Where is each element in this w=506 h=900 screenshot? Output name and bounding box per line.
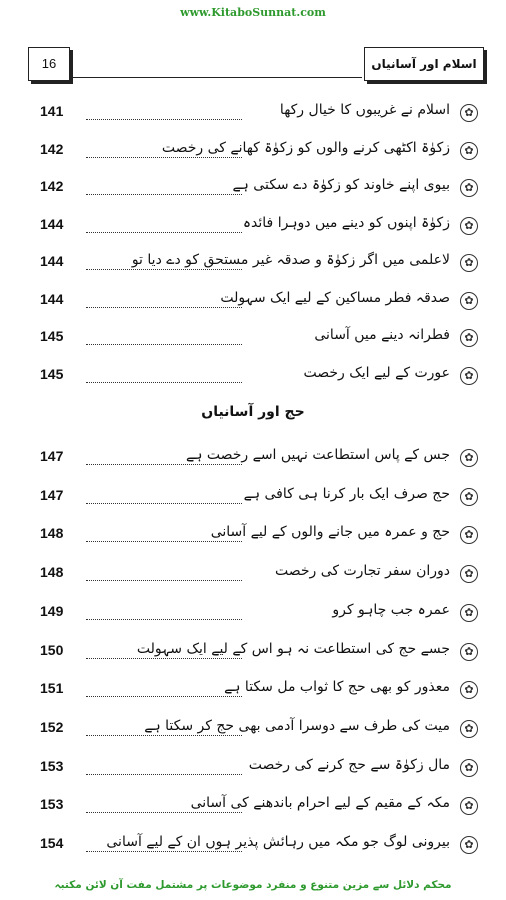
header-rule <box>72 77 362 78</box>
toc-entry <box>40 323 478 353</box>
toc-entry <box>40 173 478 203</box>
toc-entry-title: جسے حج کی استطاعت نہ ہو اس کے لیے ایک سہولت <box>136 640 450 657</box>
dot-leader <box>86 619 242 620</box>
dot-leader <box>86 232 242 233</box>
dot-leader <box>86 541 242 542</box>
toc-entry <box>40 98 478 128</box>
flower-bullet-icon: ✿ <box>460 797 478 815</box>
dot-leader <box>86 580 242 581</box>
toc-entry <box>40 286 478 316</box>
dot-leader <box>86 344 242 345</box>
toc-entry-title: لاعلمی میں اگر زکوٰۃ و صدقہ غیر مستحق کو دے دیا تو <box>131 252 450 268</box>
site-url[interactable]: www.KitaboSunnat.com <box>180 6 326 19</box>
toc-entry-page: 147 <box>40 448 64 464</box>
flower-bullet-icon: ✿ <box>460 681 478 699</box>
flower-bullet-icon: ✿ <box>460 254 478 272</box>
toc-entry-title: میت کی طرف سے دوسرا آدمی بھی حج کر سکتا ہے <box>144 717 450 734</box>
toc-entry <box>40 211 478 241</box>
toc-entry-page: 153 <box>40 796 64 813</box>
toc-entry-page: 152 <box>40 718 64 735</box>
flower-bullet-icon: ✿ <box>460 449 478 467</box>
dot-leader <box>86 503 242 504</box>
toc-entry-page: 151 <box>40 680 64 697</box>
toc-entry-title: حج و عمرہ میں جانے والوں کے لیے آسانی <box>210 524 450 541</box>
toc-entry-title: اسلام نے غریبوں کا خیال رکھا <box>279 102 450 118</box>
flower-bullet-icon: ✿ <box>460 526 478 544</box>
flower-bullet-icon: ✿ <box>460 720 478 738</box>
flower-bullet-icon: ✿ <box>460 217 478 235</box>
toc-entry-title: مال زکوٰۃ سے حج کرنے کی رخصت <box>248 756 450 773</box>
toc-entry <box>40 637 478 667</box>
flower-bullet-icon: ✿ <box>460 104 478 122</box>
flower-bullet-icon: ✿ <box>460 565 478 583</box>
dot-leader <box>86 307 242 308</box>
toc-entry-page: 150 <box>40 641 64 658</box>
flower-bullet-icon: ✿ <box>460 292 478 310</box>
flower-bullet-icon: ✿ <box>460 329 478 347</box>
toc-entry <box>40 520 478 550</box>
toc-entry-page: 145 <box>40 328 64 344</box>
toc-entry-title: فطرانہ دینے میں آسانی <box>314 327 450 343</box>
toc-entry-page: 148 <box>40 525 64 542</box>
toc-entry-title: مکہ کے مقیم کے لیے احرام باندھنے کی آسانی <box>190 795 450 812</box>
toc-entry-title: صدقہ فطر مساکین کے لیے ایک سہولت <box>220 289 450 306</box>
section-title: حج اور آسانیاں <box>201 404 305 420</box>
footer-tagline: محکم دلائل سے مزین متنوع و منفرد موضوعات پر مشتمل مفت آن لائن مکتبہ <box>54 879 452 891</box>
flower-bullet-icon: ✿ <box>460 367 478 385</box>
toc-entry <box>40 559 478 589</box>
toc-entry-title: زکوٰۃ اپنوں کو دینے میں دوہرا فائدہ <box>242 214 450 231</box>
dot-leader <box>86 464 242 465</box>
toc-entry-page: 149 <box>40 602 64 619</box>
page-number: 16 <box>28 47 70 81</box>
toc-entry-title: عورت کے لیے ایک رخصت <box>303 364 450 381</box>
dot-leader <box>86 119 242 120</box>
flower-bullet-icon: ✿ <box>460 643 478 661</box>
toc-entry-page: 141 <box>40 103 64 119</box>
toc-entry-page: 142 <box>40 140 64 157</box>
dot-leader <box>86 774 242 775</box>
toc-entry-page: 147 <box>40 486 64 503</box>
toc-entry-title: جس کے پاس استطاعت نہیں اسے رخصت ہے <box>186 447 450 463</box>
toc-entry-title: بیرونی لوگ جو مکہ میں رہائش پذیر ہوں ان کے لیے آسانی <box>106 834 450 850</box>
dot-leader <box>86 812 242 813</box>
toc-entry <box>40 248 478 278</box>
dot-leader <box>86 696 242 697</box>
dot-leader <box>86 269 242 270</box>
flower-bullet-icon: ✿ <box>460 488 478 506</box>
toc-entry-page: 144 <box>40 253 64 269</box>
toc-entry <box>40 443 478 473</box>
flower-bullet-icon: ✿ <box>460 604 478 622</box>
dot-leader <box>86 194 242 195</box>
toc-entry-title: دوران سفر تجارت کی رخصت <box>274 563 450 580</box>
toc-entry-title: بیوی اپنے خاوند کو زکوٰۃ دے سکتی ہے <box>232 177 450 193</box>
dot-leader <box>86 851 242 852</box>
flower-bullet-icon: ✿ <box>460 836 478 854</box>
toc-entry-page: 145 <box>40 365 64 382</box>
dot-leader <box>86 382 242 383</box>
toc-entry <box>40 753 478 783</box>
toc-entry-title: حج صرف ایک بار کرنا ہی کافی ہے <box>243 485 450 502</box>
toc-entry-page: 153 <box>40 757 64 774</box>
dot-leader <box>86 157 242 158</box>
toc-entry-page: 148 <box>40 564 64 581</box>
toc-entry-title: عمرہ جب چاہو کرو <box>332 601 450 618</box>
dot-leader <box>86 735 242 736</box>
flower-bullet-icon: ✿ <box>460 142 478 160</box>
book-title: اسلام اور آسانیاں <box>364 47 484 81</box>
toc-entry-page: 142 <box>40 178 64 194</box>
toc-entry <box>40 830 478 860</box>
toc-entry <box>40 791 478 821</box>
flower-bullet-icon: ✿ <box>460 759 478 777</box>
toc-entry <box>40 598 478 628</box>
page-header <box>28 47 484 87</box>
toc-entry-title: زکوٰۃ اکٹھی کرنے والوں کو زکوٰۃ کھانے کی رخصت <box>161 139 450 156</box>
toc-entry-page: 144 <box>40 290 64 307</box>
toc-entry-page: 144 <box>40 215 64 232</box>
toc-entry <box>40 361 478 391</box>
toc-entry-page: 154 <box>40 835 64 851</box>
flower-bullet-icon: ✿ <box>460 179 478 197</box>
toc-entry <box>40 482 478 512</box>
toc-entry <box>40 675 478 705</box>
dot-leader <box>86 658 242 659</box>
toc-entry-title: معذور کو بھی حج کا ثواب مل سکتا ہے <box>224 679 450 696</box>
toc-entry <box>40 136 478 166</box>
toc-entry <box>40 714 478 744</box>
